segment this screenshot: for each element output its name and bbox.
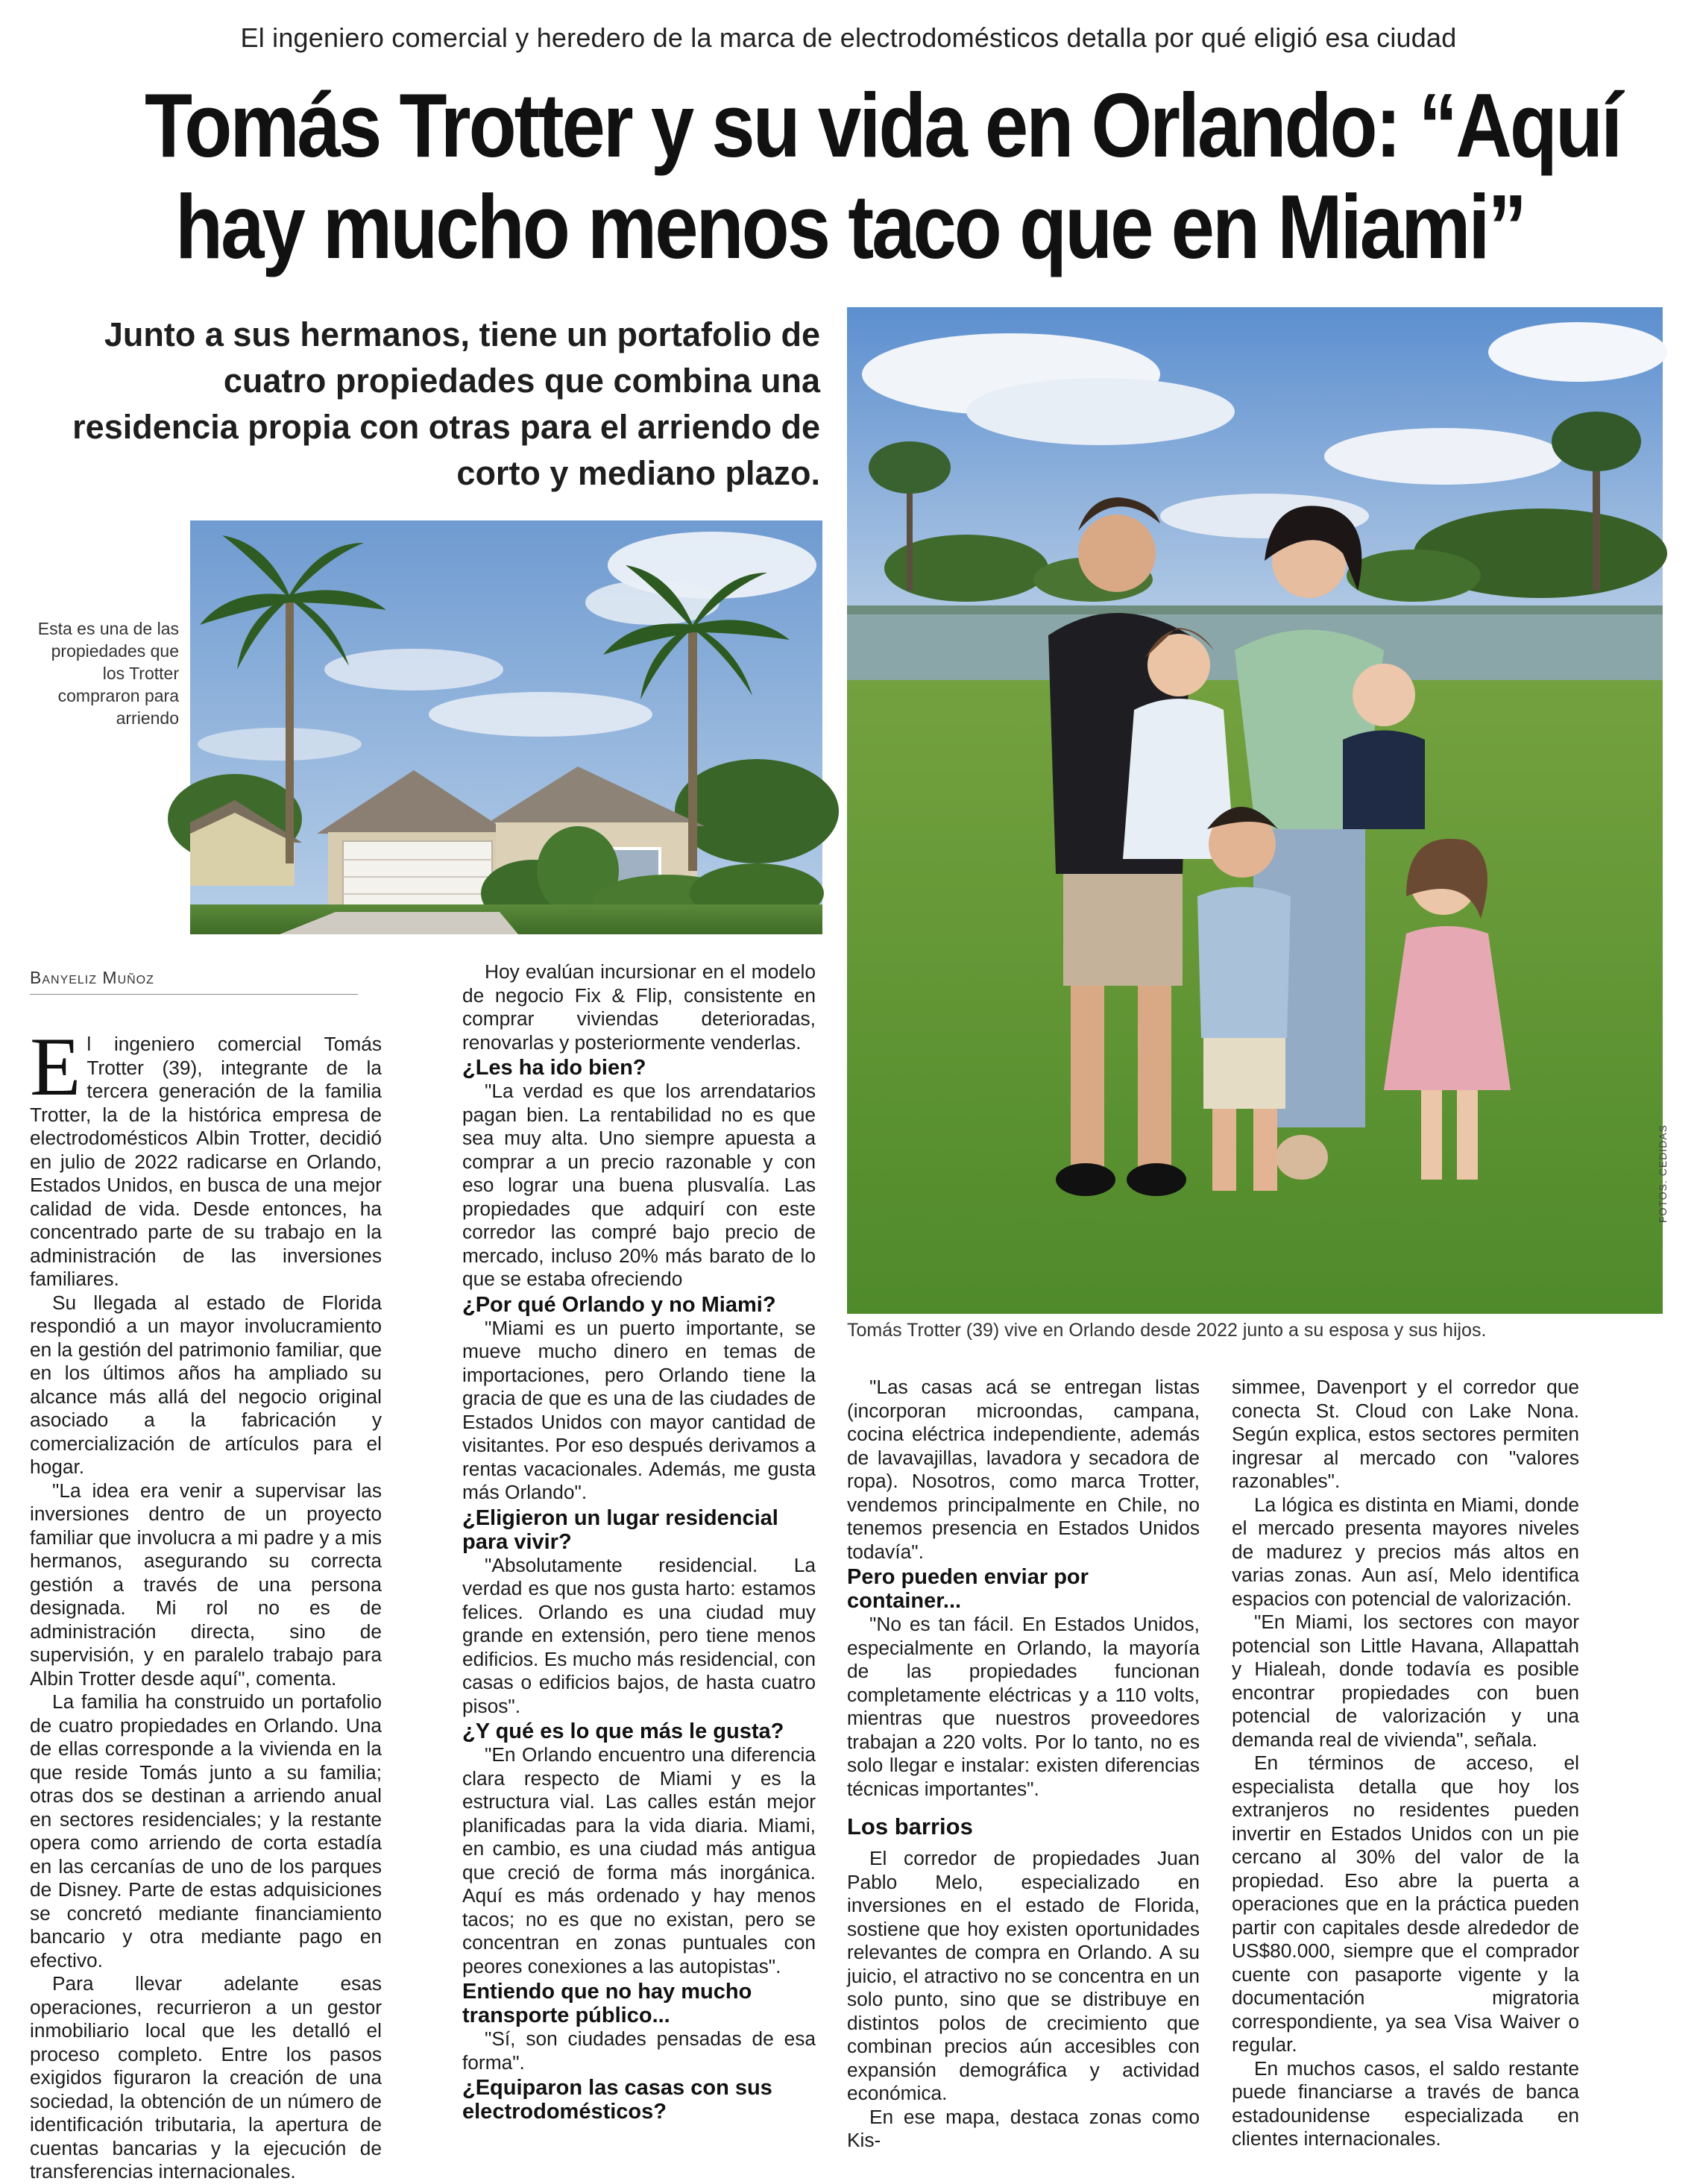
paragraph: "En Miami, los sectores con mayor potencial son Little Havana, Allapattah y Hialeah, donde todavía es posible encontrar propiedades con buen potencial de valorización y una demanda real de vivienda", señala. — [1232, 1611, 1579, 1751]
interview-answer: "Miami es un puerto importante, se mueve mucho dinero en temas de importaciones, pero Orlando tiene la gracia de que es una de las ciudades de Estados Unidos con mayor cantidad de visitantes. Por eso después derivamos a rentas vacacionales. Además, me gusta más Orlando". — [462, 1316, 816, 1503]
family-photo — [847, 307, 1663, 1314]
interview-answer: "En Orlando encuentro una diferencia clara respecto de Miami y es la estructura vial. Las calles están mejor planificadas para la vida diaria. Miami, en cambio, es una ciudad más antigua que creció de forma más inorgánica. Aquí es más ordenado y hay menos tacos; no es que no existan, pero se concentran en zonas puntuales con peores conexiones a las autopistas". — [462, 1743, 816, 1977]
drop-cap: E — [30, 1021, 81, 1113]
article-column-3 — [847, 1376, 1200, 2153]
paragraph: En términos de acceso, el especialista detalla que hoy los extranjeros no residentes pueden invertir en Estados Unidos con un pie cercano al 30% del valor de la propiedad. Eso abre la puerta a operaciones que en la práctica pueden partir con capitales desde alrededor de US$80.000, siempre que el comprador cuente con pasaporte vigente y la documentación migratoria correspondiente, ya sea Visa Waiver o regular. — [1232, 1752, 1579, 2056]
paragraph: simmee, Davenport y el corredor que conecta St. Cloud con Lake Nona. Según explica, estos sectores permiten ingresar al mercado con "valores razonables". — [1232, 1376, 1579, 1492]
byline: Banyeliz Muñoz — [30, 968, 358, 995]
paragraph: Hoy evalúan incursionar en el modelo de negocio Fix & Flip, consistente en comprar viviendas deterioradas, renovarlas y posteriormente venderlas. — [462, 960, 816, 1054]
paragraph: La lógica es distinta en Miami, donde el mercado presenta mayores niveles de madurez y precios más altos en varias zonas. Aun así, Melo identifica espacios con potencial de valorización. — [1232, 1493, 1579, 1610]
interview-question: ¿Les ha ido bien? — [462, 1056, 646, 1080]
photo-credit: FOTOS: CEDIDAS — [1657, 1124, 1669, 1223]
article-column-2 — [462, 960, 816, 2124]
section-heading: Los barrios — [847, 1813, 973, 1840]
interview-question: Entiendo que no hay mucho transporte público... — [462, 1980, 752, 2027]
article-column-4 — [1232, 1376, 1579, 2151]
article-column-1 — [30, 1021, 382, 2184]
paragraph: En ese mapa, destaca zonas como Kis- — [847, 2105, 1200, 2151]
house-photo-caption: Esta es una de las propiedades que los Trotter compraron para arriendo — [37, 619, 179, 728]
paragraph: Para llevar adelante esas operaciones, recurrieron a un gestor inmobiliario local que les detalló el proceso completo. Entre los pasos exigidos figuraron la creación de una sociedad, la obtención de un número de identificación tributaria, la apertura de cuentas bancarias y la ejecución de transferencias internacionales. — [30, 1972, 382, 2183]
interview-question: ¿Por qué Orlando y no Miami? — [462, 1292, 776, 1317]
paragraph: La familia ha construido un portafolio de cuatro propiedades en Orlando. Una de ellas corresponde a la vivienda en la que reside Tomás junto a su familia; otras dos se destinan a arriendo anual en sectores residenciales; y la restante opera como arriendo de corta estadía en las cercanías de uno de los parques de Disney. Parte de estas adquisiciones se concretó mediante financiamiento bancario y otra mediante pago en efectivo. — [30, 1690, 382, 1971]
paragraph: El corredor de propiedades Juan Pablo Melo, especializado en inversiones en el estado de Florida, sostiene que hoy existen oportunidades relevantes de compra en Orlando. A su juicio, el atractivo no se concentra en un solo punto, sino que se distribuye en distintos polos de crecimiento que combinan precios aún accesibles con expansión demográfica y actividad económica. — [847, 1847, 1200, 2104]
interview-answer: "La verdad es que los arrendatarios pagan bien. La rentabilidad no es que sea muy alta. Uno siempre apuesta a comprar a un precio razonable y con eso lograr una buena plusvalía. Las propiedades que adquirí con este corredor las compré bajo precio de mercado, incluso 20% más barato de lo que se estaba ofreciendo — [462, 1080, 816, 1290]
interview-question: ¿Eligieron un lugar residencial para vivir? — [462, 1505, 778, 1554]
interview-question: ¿Equiparon las casas con sus electrodomésticos? — [462, 2076, 772, 2124]
headline — [145, 75, 1621, 277]
house-photo — [190, 520, 822, 934]
interview-answer: "Sí, son ciudades pensadas de esa forma". — [462, 2027, 816, 2074]
interview-question: Pero pueden enviar por container... — [847, 1565, 1089, 1613]
paragraph: "La idea era venir a supervisar las inversiones dentro de un proyecto familiar que involucra a mi padre y a mis hermanos, asegurando su correcta gestión a través de una persona designada. Mi rol no es de administración directa, sino de supervisión, y en paralelo trabajo para Albin Trotter desde aquí", comenta. — [30, 1479, 382, 1690]
interview-answer: "Absolutamente residencial. La verdad es que nos gusta harto: estamos felices. Orlando es una ciudad muy grande en extensión, pero tiene menos edificios. Es mucho más residencial, con casas o edificios bajos, de hasta cuatro pisos". — [462, 1553, 816, 1717]
interview-answer: "No es tan fácil. En Estados Unidos, especialmente en Orlando, la mayoría de las propiedades funcionan completamente eléctricas y a 110 volts, mientras que nuestros proveedores trabajan a 220 volts. Por lo tanto, no es solo llegar e instalar: existen diferencias técnicas importantes". — [847, 1613, 1200, 1800]
headline-line-1: Tomás Trotter y su vida en Orlando: “Aquí — [145, 75, 1621, 176]
deck: Junto a sus hermanos, tiene un portafolio de cuatro propiedades que combina una residencia propia con otras para el arriendo de corto y mediano plazo. — [72, 315, 820, 492]
paragraph: El ingeniero comercial Tomás Trotter (39), integrante de la tercera generación de la familia Trotter, la de la histórica empresa de electrodomésticos Albin Trotter, decidió en julio de 2022 radicarse en Orlando, Estados Unidos, en busca de una mejor calidad de vida. Desde entonces, ha concentrado parte de su trabajo en la administración de las inversiones familiares. — [30, 1021, 382, 1290]
paragraph: En muchos casos, el saldo restante puede financiarse a través de banca estadounidense especializada en clientes internacionales. — [1232, 2056, 1579, 2150]
headline-line-2: hay mucho menos taco que en Miami” — [175, 176, 1525, 277]
kicker: El ingeniero comercial y heredero de la marca de electrodomésticos detalla por qué eligió esa ciudad — [240, 22, 1457, 53]
interview-question: ¿Y qué es lo que más le gusta? — [462, 1719, 784, 1743]
paragraph: Su llegada al estado de Florida respondió a un mayor involucramiento en la gestión del patrimonio familiar, que en los últimos años ha ampliado su alcance más allá del negocio original asociado a la fabricación y comercialización de artículos para el hogar. — [30, 1291, 382, 1478]
interview-answer: "Las casas acá se entregan listas (incorporan microondas, campana, cocina eléctrica independiente, además de lavavajillas, lavadora y secadora de ropa). Nosotros, como marca Trotter, vendemos principalmente en Chile, no tenemos presencia en Estados Unidos todavía". — [847, 1376, 1200, 1563]
family-photo-caption: Tomás Trotter (39) vive en Orlando desde 2022 junto a su esposa y sus hijos. — [847, 1320, 1487, 1341]
